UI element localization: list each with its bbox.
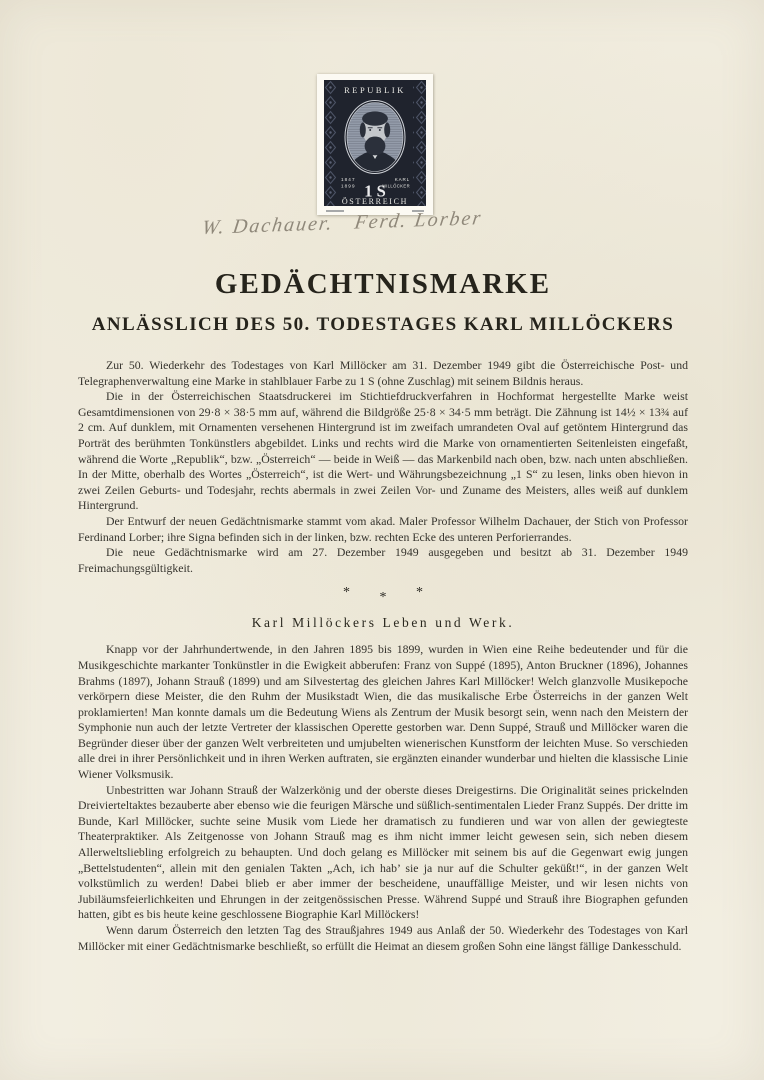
- body-paragraph: Unbestritten war Johann Strauß der Walzerkönig und der oberste dieses Dreigestirns. Die Originalität seines prickelnden Dreivierteltaktes bezauberte aber ebenso wie die feurigen Märsche und süßlich-sentimentalen Lieder Franz Suppés. Der dritte im Bunde, Karl Millöcker, suchte seine Musik vom Liede her dramatisch zu fundieren und war von allen der gewiegteste Theaterpraktiker. Als Zeitgenosse von Johann Strauß mag es ihm nicht immer leicht gewesen sein, sich neben diesem Allerweltsliebling erfolgreich zu behaupten. Und doch gelang es Millöcker mit seinem bis auf die Gegenwart ewig jungen „Bettelstudenten“, allein mit den genialen Takten „Ach, ich hab’ sie ja nur auf die Schulter geküßt!“, in der ganzen Welt volkstümlich zu werden! Dabei blieb er aber immer der bescheidene, unauffällige Meister, und wir lesen nichts von Jubiläumsfeierlichkeiten und Ehrungen in der zeitgenössischen Presse. Während Suppé und Strauß ihre Biographen gefunden hatten, gibt es bis heute keine geschlossene Biographie Karl Millöckers!: [78, 782, 688, 922]
- stamp-name-line1: KARL: [394, 177, 410, 182]
- body-paragraph: Knapp vor der Jahrhundertwende, in den Jahren 1895 bis 1899, wurden in Wien eine Reihe bedeutender und für die Musikgeschichte markanter Tonkünstler in die Ewigkeit abberufen: Franz von Suppé (1895), Anton Bruckner (1896), Johannes Brahms (1897), Johann Strauß (1899) und am Silvestertag des gleichen Jahres Karl Millöcker! Welch glanzvolle Musikepoche verkörpern diese Meister, die den Ruhm der Musikstadt Wien, die das musikalische Erbe Österreichs in der ganzen Welt proklamierten! Man konnte damals um die Bedeutung Wiens als Zentrum der Musik besorgt sein, wenn nach den Meistern der Symphonie nun auch der letzte Vertreter der klassischen Operette gestorben war. Denn Suppé, Strauß und Millöcker waren die Begründer dieser über der ganzen Welt verbreiteten und umjubelten wienerischen Kunstform der leichten Muse. So verschieden alle drei in ihrer Persönlichkeit und in ihren Werken auftraten, sie ergänzten einander wunderbar und hielten die klassische Linie Wiener Volksmusik.: [78, 642, 688, 782]
- stamp-country-bottom-label: ÖSTERREICH: [341, 197, 409, 206]
- section-heading: Karl Millöckers Leben und Werk.: [251, 615, 515, 631]
- stamp-denomination: 1 S: [364, 181, 386, 201]
- intro-paragraph: Die neue Gedächtnismarke wird am 27. Dezember 1949 ausgegeben und besitzt ab 31. Dezember 1949 Freimachungsgültigkeit.: [78, 545, 688, 575]
- stamp-country-top-label: REPUBLIK: [344, 86, 406, 95]
- document-content: [78, 0, 688, 954]
- asterisk: *: [343, 585, 350, 601]
- page-subtitle: ANLÄSSLICH DES 50. TODESTAGES KARL MILLÖCKERS: [91, 314, 675, 335]
- stamp-name-line2: MILLÖCKER: [382, 183, 410, 189]
- asterisk: *: [379, 590, 387, 606]
- intro-paragraph: Der Entwurf der neuen Gedächtnismarke stammt vom akad. Maler Professor Wilhelm Dachauer, der Stich von Professor Ferdinand Lorber; ihre Signa befinden sich in der linken, bzw. rechten Ecke des unteren Perforierrandes.: [78, 513, 688, 544]
- intro-paragraph: Zur 50. Wiederkehr des Todestages von Karl Millöcker am 31. Dezember 1949 gibt die Österreichische Post- und Telegraphenverwaltung eine Marke in stahlblauer Farbe zu 1 S (ohne Zuschlag) mit seinem Bildnis heraus.: [78, 358, 688, 388]
- stamp-birth-year: 1847: [341, 177, 356, 182]
- stamp-death-year: 1899: [341, 183, 356, 189]
- body-paragraph: Wenn darum Österreich den letzten Tag des Straußjahres 1949 aus Anlaß der 50. Wiederkehr des Todestages von Karl Millöcker mit einer Gedächtnismarke beschließt, so erfüllt die Heimat an diesem großen Sohn eine längst fällige Dankesschuld.: [78, 923, 688, 953]
- handwritten-signature: W. Dachauer. Ferd. Lorber: [200, 207, 484, 239]
- issue-description-section: [78, 358, 688, 576]
- page-title: GEDÄCHTNISMARKE: [214, 268, 552, 300]
- intro-paragraph: Die in der Österreichischen Staatsdruckerei im Stichtiefdruckverfahren in Hochformat hergestellte Marke weist Gesamtdimensionen von 29·8 × 38·5 mm auf, während die Bildgröße 25·8 × 34·5 mm beträgt. Die Zähnung ist 14½ × 13¾ auf 2 cm. Auf dunklem, mit Ornamenten versehenen Hintergrund ist im zweifach umrandeten Oval auf getöntem Hintergrund das Porträt des berühmten Tonkünstlers abgebildet. Links und rechts wird die Marke von ornamentierten Seitenleisten eingefaßt, während die Worte „Republik“, bzw. „Österreich“ — beide in Weiß — das Markenbild nach oben, bzw. nach unten abschließen. In der Mitte, oberhalb des Wortes „Österreich“, ist die Wert- und Währungsbezeichnung „1 S“ zu lesen, links oben hievon in zwei Zeilen Geburts- und Todesjahr, rechts abermals in zwei Zeilen Vor- und Zuname des Meisters, alles weiß auf dunklem Hintergrund.: [78, 389, 688, 513]
- asterisk-separator: [78, 585, 688, 606]
- biography-section: [78, 642, 688, 954]
- asterisk: *: [416, 585, 423, 601]
